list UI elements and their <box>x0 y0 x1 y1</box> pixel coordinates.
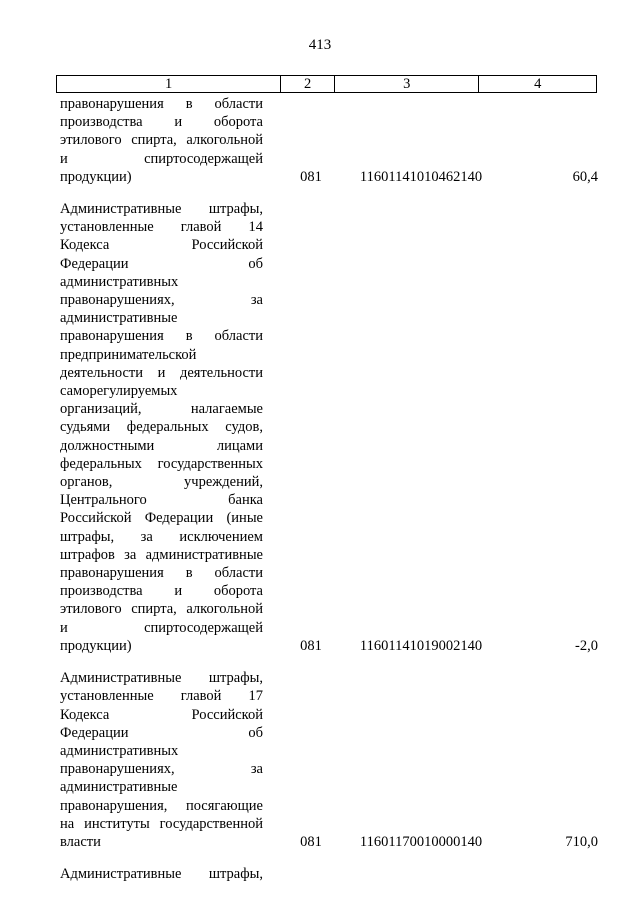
description-line: власти <box>60 833 101 850</box>
kbk-code-cell: 11601170010000140 <box>359 834 483 851</box>
admin-code-cell: 081 <box>300 169 322 186</box>
description-line: установленные главой 14 <box>60 219 263 236</box>
amount-cell: 60,4 <box>572 169 598 186</box>
description-line: этилового спирта, алкогольной <box>60 601 263 618</box>
description-line: должностными лицами <box>60 437 263 454</box>
description-line: организаций, налагаемые <box>60 401 263 418</box>
description-line: производства и оборота <box>60 114 263 131</box>
description-line: административных <box>60 273 179 290</box>
amount-cell: -2,0 <box>575 638 598 655</box>
amount-cell: 710,0 <box>565 834 598 851</box>
description-line: продукции) <box>60 168 132 185</box>
description-line: правонарушения, посягающие <box>60 797 263 814</box>
description-line: правонарушениях, за <box>60 292 263 309</box>
description-line: и спиртосодержащей <box>60 619 263 636</box>
admin-code-cell: 081 <box>300 638 322 655</box>
description-line: и спиртосодержащей <box>60 150 263 167</box>
description-line: правонарушения в области <box>60 96 263 112</box>
description-line: Центрального банка <box>60 492 263 509</box>
admin-code-cell: 081 <box>300 834 322 851</box>
description-line: Административные штрафы, <box>60 866 263 883</box>
description-line: Кодекса Российской <box>60 706 263 723</box>
table-body <box>60 95 598 883</box>
description-line: Российской Федерации (иные <box>60 510 263 527</box>
description-line: на институты государственной <box>60 815 263 832</box>
description-line: правонарушениях, за <box>60 761 263 778</box>
description-line: правонарушения в области <box>60 565 263 582</box>
description-line: предпринимательской <box>60 346 197 363</box>
row-description <box>60 95 263 186</box>
description-line: федеральных государственных <box>60 455 263 472</box>
description-line: административные <box>60 310 178 327</box>
row-description <box>60 865 263 883</box>
description-line: административных <box>60 742 179 759</box>
description-line: административные <box>60 779 178 796</box>
description-line: правонарушения в области <box>60 328 263 345</box>
table-row <box>60 865 598 883</box>
table-row <box>60 95 598 186</box>
table-column-header <box>56 75 597 93</box>
description-line: саморегулируемых <box>60 383 178 400</box>
column-header-4: 4 <box>478 76 596 92</box>
description-line: Административные штрафы, <box>60 670 263 687</box>
kbk-code-cell: 11601141019002140 <box>359 638 483 655</box>
column-header-1: 1 <box>164 76 173 92</box>
description-line: производства и оборота <box>60 583 263 600</box>
row-description <box>60 669 263 851</box>
description-line: Федерации об <box>60 255 263 272</box>
kbk-code-cell: 11601141010462140 <box>359 169 483 186</box>
description-line: Федерации об <box>60 724 263 741</box>
description-line: продукции) <box>60 637 132 654</box>
column-header-3: 3 <box>334 76 478 92</box>
table-row <box>60 200 598 655</box>
description-line: этилового спирта, алкогольной <box>60 132 263 149</box>
description-line: органов, учреждений, <box>60 474 263 491</box>
description-line: штрафы, за исключением <box>60 528 263 545</box>
description-line: деятельности и деятельности <box>60 364 263 381</box>
row-description <box>60 200 263 655</box>
description-line: штрафов за административные <box>60 546 263 563</box>
description-line: Административные штрафы, <box>60 201 263 218</box>
description-line: Кодекса Российской <box>60 237 263 254</box>
page-number: 413 <box>308 37 332 53</box>
table-row <box>60 669 598 851</box>
description-line: установленные главой 17 <box>60 688 263 705</box>
column-header-2: 2 <box>280 76 334 92</box>
description-line: судьями федеральных судов, <box>60 419 263 436</box>
